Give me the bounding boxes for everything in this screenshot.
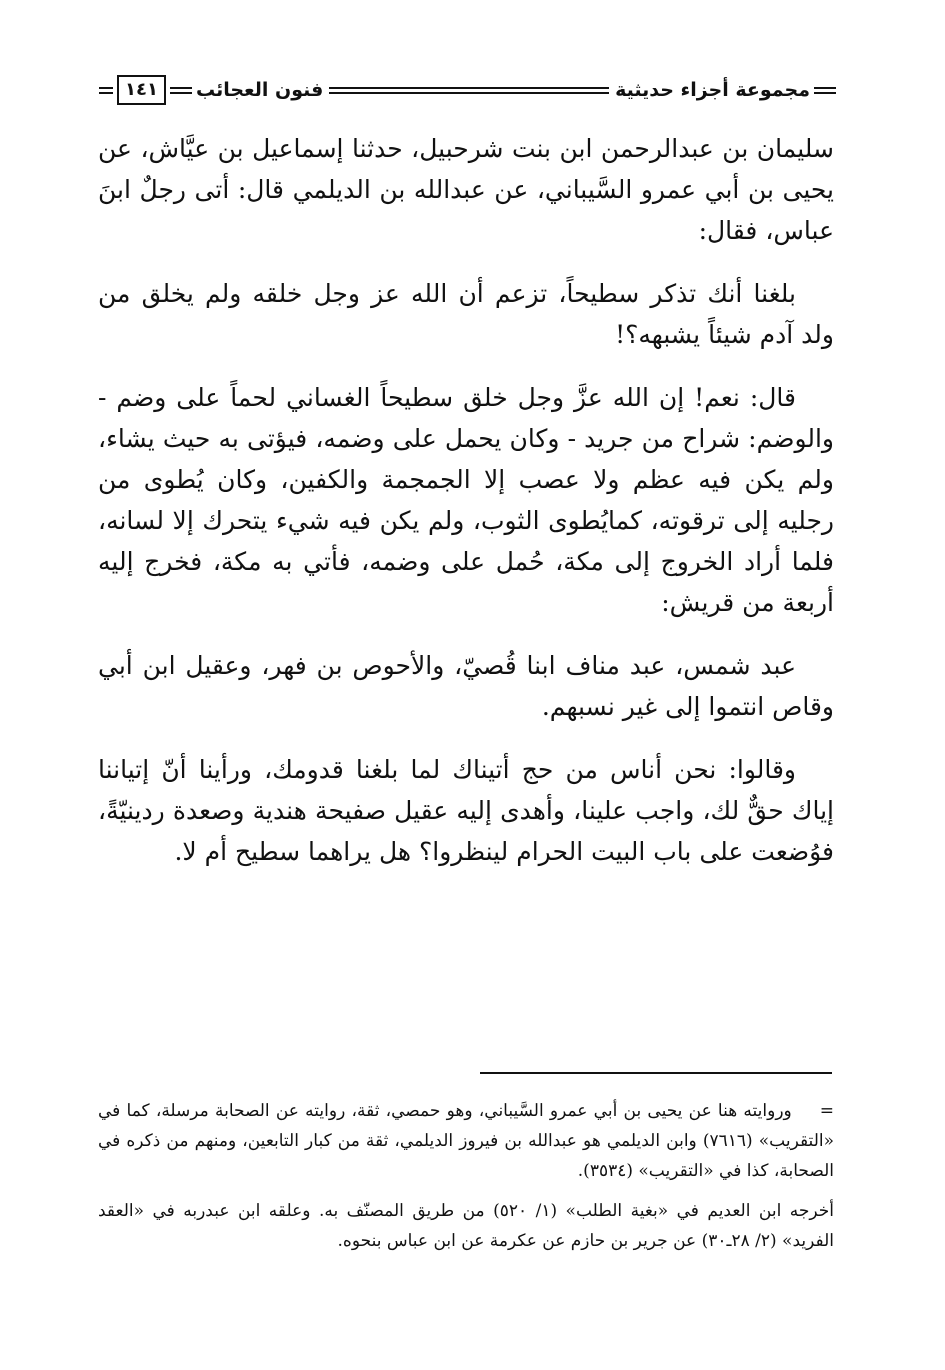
main-text: [98, 128, 834, 894]
paragraph: قال: نعم! إن الله عزَّ وجل خلق سطيحاً الغساني لحماً على وضم - والوضم: شراح من جريد - وكان يحمل على وضمه، فيؤتى به حيث يشاء، ولم يكن فيه عظم ولا عصب إلا الجمجمة والكفين، وكان يُطوى من رجليه إلى ترقوته، كمايُطوى الثوب، ولم يكن فيه شيء يتحرك إلا لسانه، فلما أراد الخروج إلى مكة، حُمل على وضمه، فأتي به مكة، فخرج إليه أربعة من قريش:: [98, 383, 834, 617]
header-rule-left: [99, 87, 113, 94]
footnotes: [98, 1096, 834, 1266]
footnote-continuation-mark: =: [819, 1101, 834, 1121]
paragraph: بلغنا أنك تذكر سطيحاً، تزعم أن الله عز وجل خلقه ولم يخلق من ولد آدم شيئاً يشبهه؟!: [98, 279, 834, 349]
collection-title: مجموعة أجزاء حديثية: [615, 79, 810, 101]
footnote: [98, 1096, 834, 1186]
paragraph: سليمان بن عبدالرحمن ابن بنت شرحبيل، حدثنا إسماعيل بن عيَّاش، عن يحيى بن أبي عمرو السَّيباني، عن عبدالله بن الديلمي قال: أتى رجلٌ ابنَ عباس، فقال:: [98, 134, 834, 245]
header-rule-center: [329, 87, 609, 94]
running-header: [95, 70, 840, 110]
paragraph: وقالوا: نحن أناس من حج أتيناك لما بلغنا قدومك، ورأينا أنّ إتياننا إياك حقٌّ لك، واجب علينا، وأهدى إليه عقيل صفيحة هندية وصعدة ردينيّةً، فوُضعت على باب البيت الحرام لينظروا؟ هل يراهما سطيح أم لا.: [98, 755, 834, 866]
footnote-separator: [480, 1072, 832, 1074]
footnote: [98, 1196, 834, 1256]
book-title: فنون العجائب: [195, 79, 324, 101]
page-number: ١٤١: [117, 75, 166, 105]
header-rule-right: [814, 87, 836, 94]
footnote-text: أخرجه ابن العديم في «بغية الطلب» (١/ ٥٢٠) من طريق المصنّف به. وعلقه ابن عبدربه في «العقد الفريد» (٢/ ٢٨ـ٣٠) عن جرير بن حازم عن عكرمة عن ابن عباس بنحوه.: [98, 1201, 834, 1251]
paragraph: عبد شمس، عبد مناف ابنا قُصيّ، والأحوص بن فهر، وعقيل ابن أبي وقاص انتموا إلى غير نسبهم.: [98, 651, 834, 721]
header-rule-mid-left: [170, 87, 192, 94]
footnote-text: وروايته هنا عن يحيى بن أبي عمرو السَّيباني، وهو حمصي، ثقة، روايته عن الصحابة مرسلة، كما في «التقريب» (٧٦١٦) وابن الديلمي هو عبدالله بن فيروز الديلمي، ثقة من كبار التابعين، ومنهم من ذكره في الصحابة، كذا في «التقريب» (٣٥٣٤).: [98, 1101, 834, 1181]
